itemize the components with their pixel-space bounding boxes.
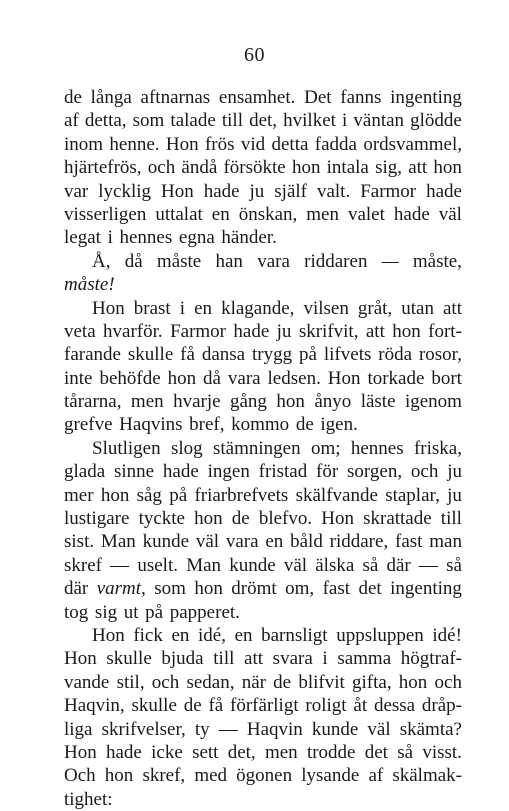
text-line: af detta, som talade till det, hvilket i väntan glödde <box>64 110 462 132</box>
text-line: där varmt, som hon drömt om, fast det ingenting <box>64 578 462 600</box>
text-line: liga skrifvelser, ty — Haqvin kunde väl skämta? <box>64 718 462 740</box>
text-line: tårarna, men hvarje gång hon ånyo läste igenom <box>64 391 462 413</box>
text-line: farande skulle få dansa trygg på lifvets röda rosor, <box>64 344 462 366</box>
text-line: Haqvin, skulle de få förfärligt roligt åt dessa dråp- <box>64 695 462 717</box>
text-line: Hon brast i en klagande, vilsen gråt, utan att <box>92 297 462 319</box>
text-line: Hon hade icke sett det, men trodde det så visst. <box>64 741 462 763</box>
text-line: inte behöfde hon då vara ledsen. Hon torkade bort <box>64 367 462 389</box>
text-line: vande stil, och sedan, när de blifvit gifta, hon och <box>64 671 462 693</box>
text-line: glada sinne hade ingen fristad för sorgen, och ju <box>64 461 462 483</box>
text-line: inom henne. Hon frös vid detta fadda ordsvammel, <box>64 133 462 155</box>
text-line: Och hon skref, med ögonen lysande af skälmak- <box>64 765 462 787</box>
text-line: mer hon såg på friarbrefvets skälfvande staplar, ju <box>64 484 462 506</box>
text-line: sist. Man kunde väl vara en båld riddare, fast man <box>64 531 462 553</box>
text-line: tighet: <box>64 788 113 810</box>
text-line: Hon fick en idé, en barnsligt uppsluppen idé! <box>92 624 462 646</box>
text-line: veta hvarför. Farmor hade ju skrifvit, att hon fort- <box>64 320 462 342</box>
text-line: var lycklig Hon hade ju själf valt. Farmor hade <box>64 180 462 202</box>
text-line: hjärtefrös, och ändå försökte hon intala sig, att hon <box>64 157 462 179</box>
body-text <box>64 86 462 811</box>
text-line: måste! <box>64 274 115 296</box>
text-line: visserligen uttalat en önskan, men valet hade väl <box>64 203 462 225</box>
text-line: Hon skulle bjuda till att svara i samma högtraf- <box>64 648 462 670</box>
text-line: de långa aftnarnas ensamhet. Det fanns ingenting <box>64 87 462 108</box>
text-line: lustigare tyckte hon de blefvo. Hon skrattade till <box>64 508 462 530</box>
page-number: 60 <box>244 44 265 66</box>
text-line: skref — uselt. Man kunde väl älska så där — så <box>64 554 462 576</box>
text-line: grefve Haqvins bref, kommo de igen. <box>64 414 358 436</box>
text-line: tog sig ut på papperet. <box>64 601 240 623</box>
text-line: Slutligen slog stämningen om; hennes friska, <box>92 437 462 459</box>
text-line: legat i hennes egna händer. <box>64 227 277 249</box>
text-line: Å, då måste han vara riddaren — måste, <box>92 250 462 272</box>
